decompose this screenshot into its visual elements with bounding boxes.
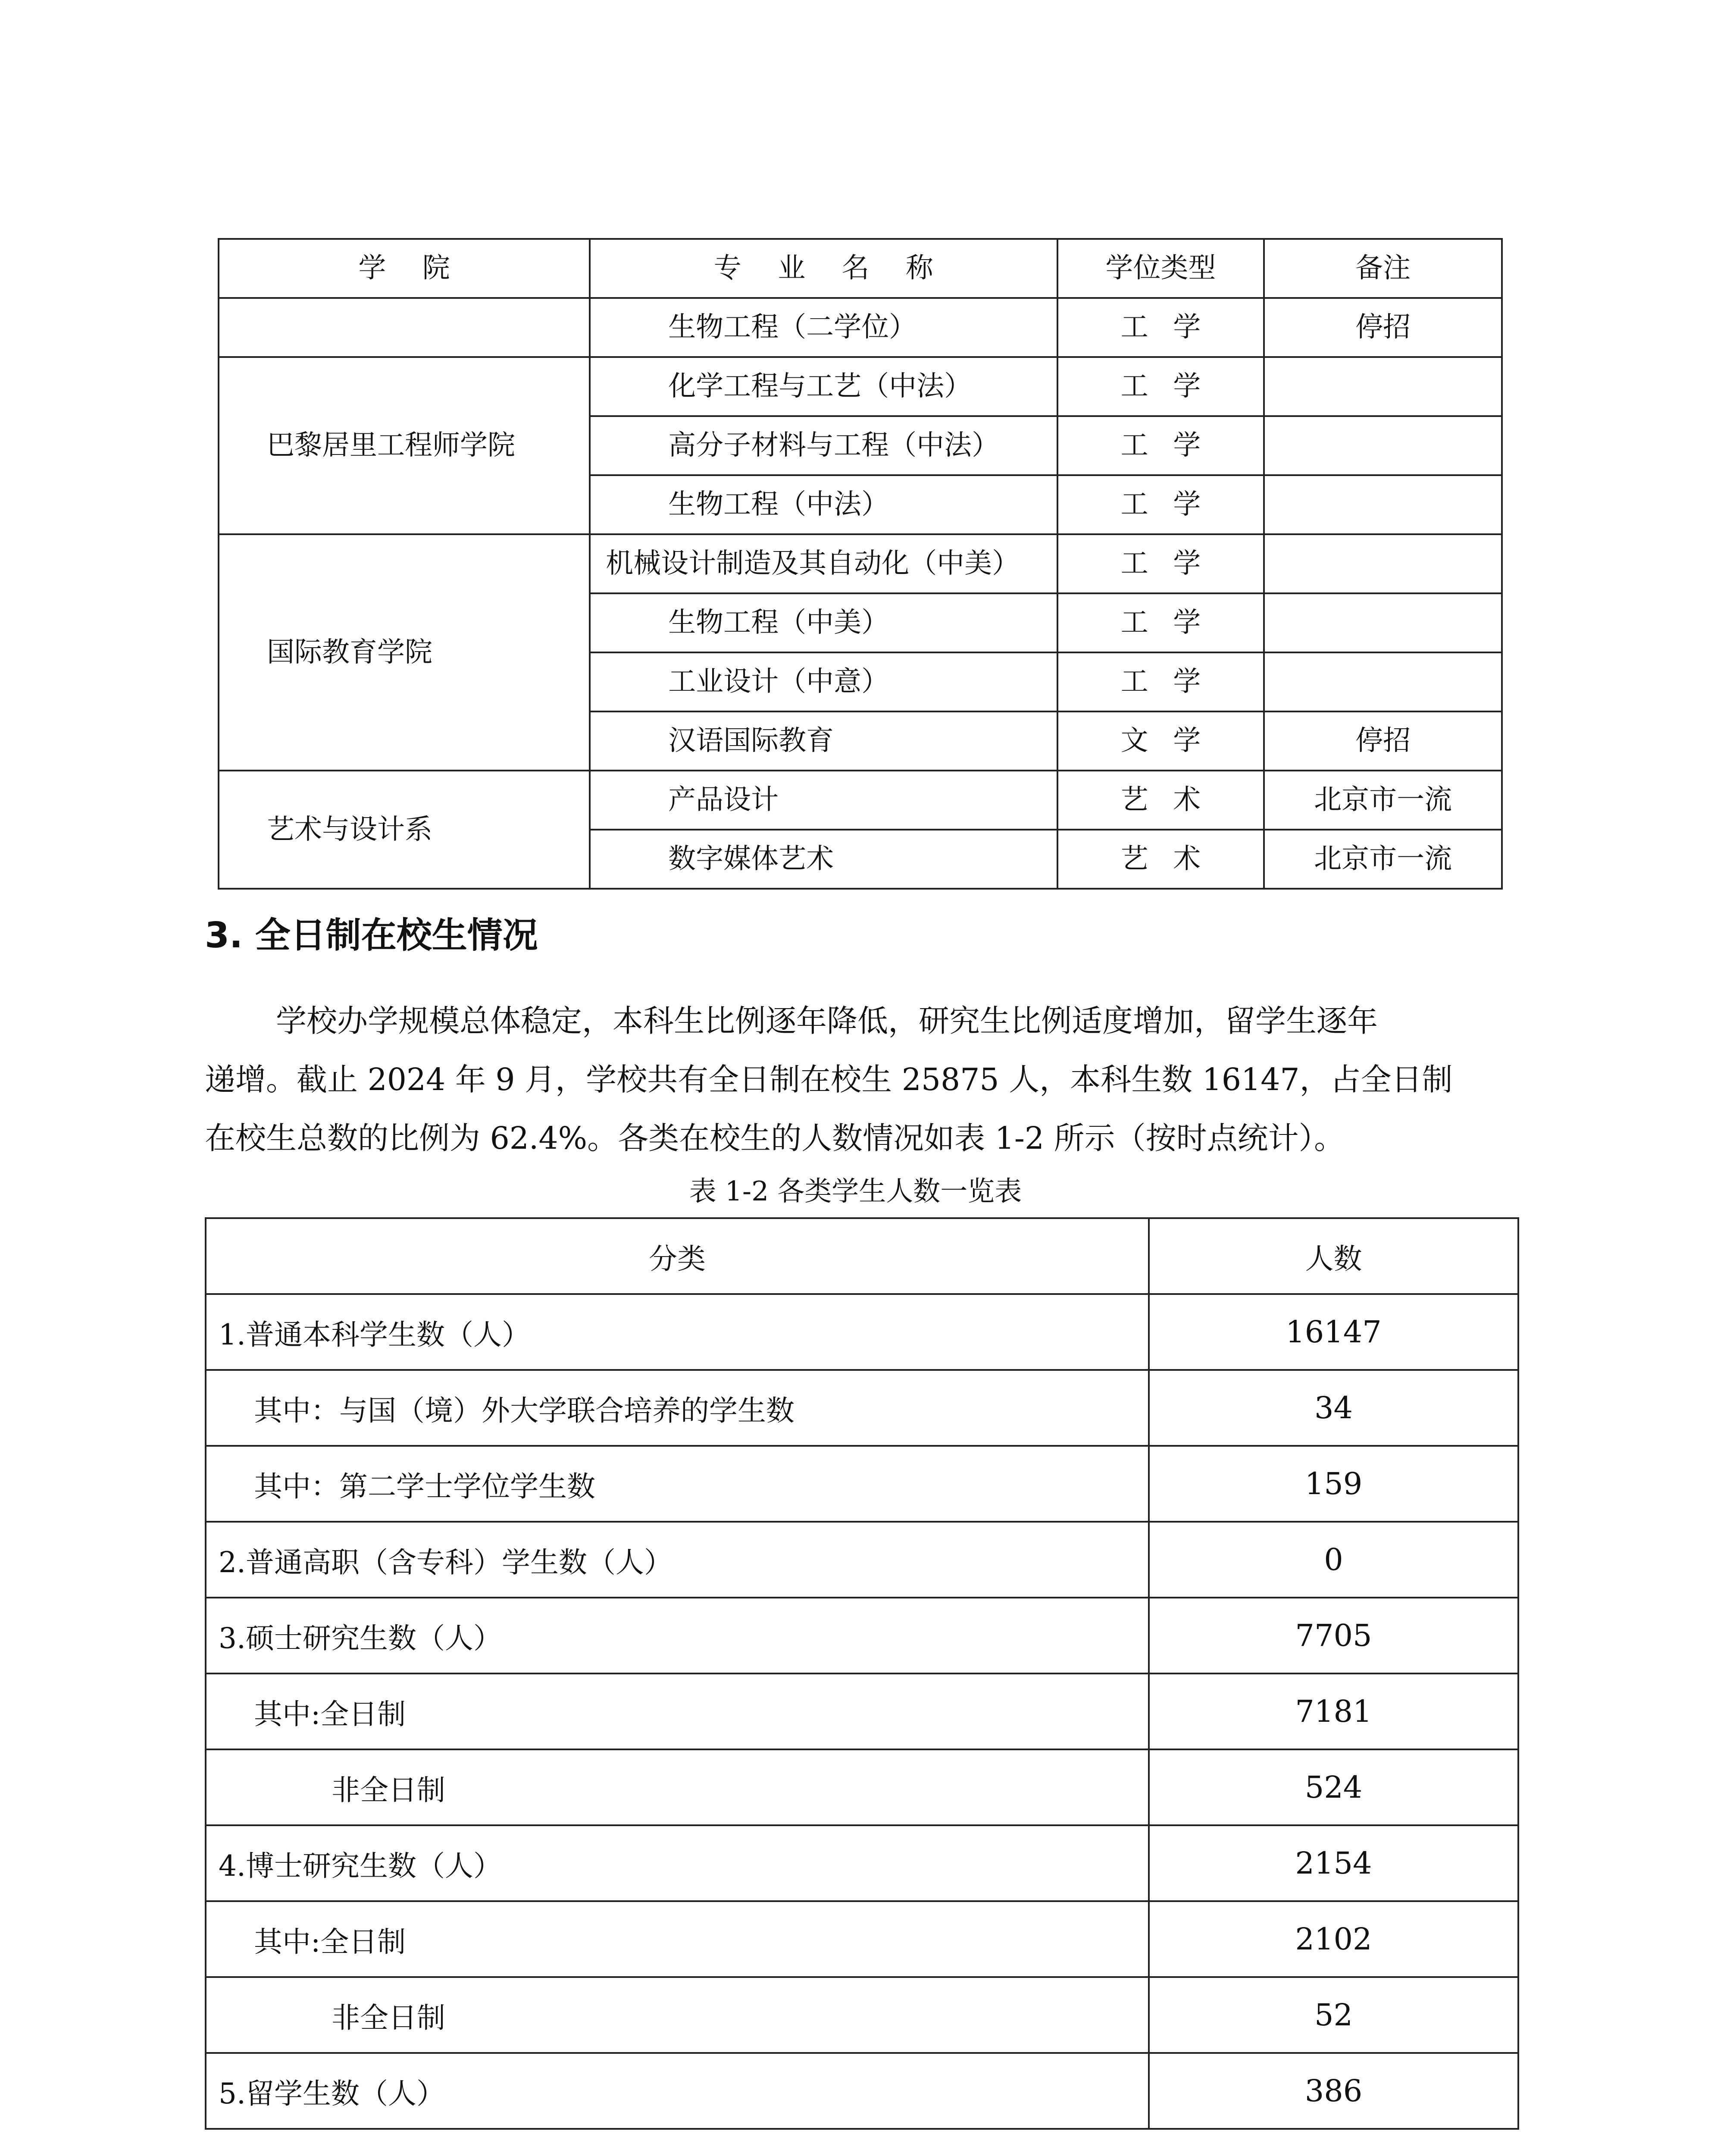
category-cell: 4.博士研究生数（人） — [206, 1825, 1149, 1901]
paragraph-line: 递增。截止 2024 年 9 月，学校共有全日制在校生 25875 人，本科生数 16147，占全日制 — [205, 1062, 1453, 1097]
count-cell: 2154 — [1149, 1825, 1518, 1901]
note-cell — [1264, 534, 1502, 593]
count-cell: 34 — [1149, 1370, 1518, 1446]
category-cell: 非全日制 — [206, 1977, 1149, 2053]
degree-cell: 工学 — [1057, 652, 1264, 711]
college-cell: 国际教育学院 — [219, 534, 590, 771]
section-paragraph — [205, 992, 1517, 1168]
major-cell: 生物工程（二学位） — [590, 298, 1057, 357]
college-cell — [219, 298, 590, 357]
header-degree-type: 学位类型 — [1057, 239, 1264, 298]
table-row — [206, 1901, 1518, 1977]
category-cell: 非全日制 — [206, 1749, 1149, 1825]
note-cell — [1264, 357, 1502, 416]
table-row — [206, 1446, 1518, 1522]
category-cell: 其中：与国（境）外大学联合培养的学生数 — [206, 1370, 1149, 1446]
category-cell: 其中:全日制 — [206, 1901, 1149, 1977]
count-cell: 7705 — [1149, 1598, 1518, 1673]
count-cell: 16147 — [1149, 1294, 1518, 1370]
table-row — [206, 1370, 1518, 1446]
college-cell: 艺术与设计系 — [219, 771, 590, 889]
degree-cell: 工学 — [1057, 534, 1264, 593]
category-cell: 其中：第二学士学位学生数 — [206, 1446, 1149, 1522]
major-cell: 工业设计（中意） — [590, 652, 1057, 711]
category-cell: 2.普通高职（含专科）学生数（人） — [206, 1522, 1149, 1598]
count-cell: 2102 — [1149, 1901, 1518, 1977]
note-cell — [1264, 593, 1502, 652]
note-cell — [1264, 416, 1502, 475]
degree-cell: 工学 — [1057, 298, 1264, 357]
count-cell: 386 — [1149, 2053, 1518, 2129]
major-cell: 数字媒体艺术 — [590, 830, 1057, 889]
major-cell: 高分子材料与工程（中法） — [590, 416, 1057, 475]
major-cell: 化学工程与工艺（中法） — [590, 357, 1057, 416]
header-college: 学 院 — [219, 239, 590, 298]
table-row — [206, 1825, 1518, 1901]
category-cell: 1.普通本科学生数（人） — [206, 1294, 1149, 1370]
major-cell: 汉语国际教育 — [590, 711, 1057, 771]
table-header-row — [219, 239, 1502, 298]
table-header-row — [206, 1218, 1518, 1294]
majors-table — [218, 238, 1503, 890]
major-cell: 产品设计 — [590, 771, 1057, 830]
major-cell: 生物工程（中法） — [590, 475, 1057, 534]
category-cell: 5.留学生数（人） — [206, 2053, 1149, 2129]
table-row — [206, 1673, 1518, 1749]
note-cell — [1264, 652, 1502, 711]
paragraph-line: 学校办学规模总体稳定，本科生比例逐年降低，研究生比例适度增加，留学生逐年 — [276, 1003, 1378, 1039]
count-cell: 159 — [1149, 1446, 1518, 1522]
major-cell: 生物工程（中美） — [590, 593, 1057, 652]
table-row — [206, 1522, 1518, 1598]
count-cell: 0 — [1149, 1522, 1518, 1598]
degree-cell: 文学 — [1057, 711, 1264, 771]
degree-cell: 艺术 — [1057, 830, 1264, 889]
note-cell — [1264, 475, 1502, 534]
note-cell: 北京市一流 — [1264, 771, 1502, 830]
category-cell: 其中:全日制 — [206, 1673, 1149, 1749]
table-row — [206, 1598, 1518, 1673]
paragraph-line: 在校生总数的比例为 62.4%。各类在校生的人数情况如表 1-2 所示（按时点统计）。 — [205, 1120, 1345, 1156]
students-table — [205, 1217, 1519, 2130]
note-cell: 停招 — [1264, 298, 1502, 357]
degree-cell: 工学 — [1057, 416, 1264, 475]
count-cell: 7181 — [1149, 1673, 1518, 1749]
note-cell: 停招 — [1264, 711, 1502, 771]
table-row — [219, 357, 1502, 416]
degree-cell: 艺术 — [1057, 771, 1264, 830]
header-note: 备注 — [1264, 239, 1502, 298]
table-row — [206, 1294, 1518, 1370]
table-row — [219, 534, 1502, 593]
college-cell: 巴黎居里工程师学院 — [219, 357, 590, 534]
header-category: 分类 — [206, 1218, 1149, 1294]
section-heading: 3. 全日制在校生情况 — [205, 915, 538, 956]
table-row — [206, 1977, 1518, 2053]
header-major: 专 业 名 称 — [590, 239, 1057, 298]
table-row — [206, 1749, 1518, 1825]
count-cell: 524 — [1149, 1749, 1518, 1825]
table-row — [206, 2053, 1518, 2129]
degree-cell: 工学 — [1057, 357, 1264, 416]
table-row — [219, 771, 1502, 830]
degree-cell: 工学 — [1057, 593, 1264, 652]
table-caption: 表 1-2 各类学生人数一览表 — [689, 1175, 1022, 1207]
count-cell: 52 — [1149, 1977, 1518, 2053]
table-row — [219, 298, 1502, 357]
degree-cell: 工学 — [1057, 475, 1264, 534]
note-cell: 北京市一流 — [1264, 830, 1502, 889]
category-cell: 3.硕士研究生数（人） — [206, 1598, 1149, 1673]
major-cell: 机械设计制造及其自动化（中美） — [590, 534, 1057, 593]
header-count: 人数 — [1149, 1218, 1518, 1294]
